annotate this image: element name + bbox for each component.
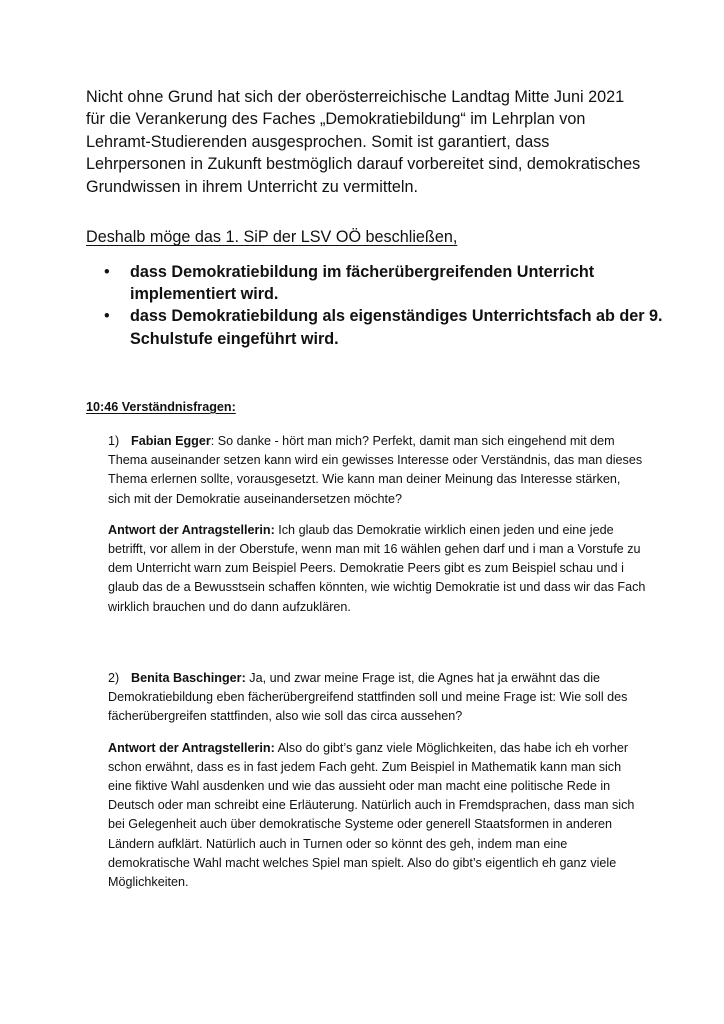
- demand-item: [104, 305, 664, 349]
- question-number: 1): [108, 434, 120, 448]
- speaker-name: Benita Baschinger:: [131, 671, 246, 685]
- bullet-icon: •: [104, 307, 110, 326]
- motion-heading: Deshalb möge das 1. SiP der LSV OÖ beschließen,: [86, 228, 458, 246]
- answer-paragraph: [108, 739, 646, 893]
- question-block-2: [108, 669, 646, 892]
- answer-text: Ich glaub das Demokratie wirklich einen jeden und eine jede betrifft, vor allem in der Oberstufe, wenn man mit 16 wählen gehen darf und i man a Vorstufe zu dem Unterricht warn zum Beispiel Peers. Demokratie Peers gibt es zum Beispiel schau und i glaub das de a Bewusstsein schaffen könnten, wie wichtig Demokratie ist und dass wir das Fach wirklich brauchen und do dann aufzuklären.: [108, 522, 646, 614]
- intro-paragraph: Nicht ohne Grund hat sich der oberösterreichische Landtag Mitte Juni 2021 für die Verankerung des Faches „Demokratiebildung“ im Lehrplan von Lehramt-Studierenden ausgesprochen. Somit ist garantiert, dass Lehrpersonen in Zukunft bestmöglich darauf vorbereitet sind, demokratisches Grundwissen in ihrem Unterricht zu vermitteln.: [86, 88, 641, 196]
- question-paragraph: [108, 669, 646, 727]
- speaker-name: Fabian Egger: [131, 434, 211, 448]
- answer-label: Antwort der Antragstellerin:: [108, 740, 275, 755]
- demand-text: dass Demokratiebildung als eigenständiges Unterrichtsfach ab der 9. Schulstufe eingeführt wird.: [130, 307, 663, 348]
- question-paragraph: [108, 432, 646, 509]
- demand-text: dass Demokratiebildung im fächerübergreifenden Unterricht implementiert wird.: [130, 263, 595, 304]
- question-text: Ja, und zwar meine Frage ist, die Agnes hat ja erwähnt das die Demokratiebildung eben fächerübergreifend stattfinden soll und meine Frage ist: Wie soll des fächerübergreifen stattfinden, also wie soll das circa aussehen?: [108, 671, 628, 724]
- question-block-1: [108, 432, 646, 617]
- answer-text: Also do gibt’s ganz viele Möglichkeiten, das habe ich eh vorher schon erwähnt, dass es in fast jedem Fach geht. Zum Beispiel in Mathematik kann man sich eine fiktive Wahl ausdenken und wie das aussieht oder man macht eine politische Rede in Deutsch oder man schreibt eine Erläuterung. Natürlich auch in Fremdsprachen, dass man sich bei Gelegenheit auch über demokratische Systeme oder generell Staatsformen in anderen Ländern aufklärt. Natürlich auch in Turnen oder so könnt des geh, indem man eine demokratische Wahl macht welches Spiel man spielt. Also do gibt’s eigentlich eh ganz viele Möglichkeiten.: [108, 740, 635, 890]
- answer-paragraph: [108, 521, 646, 617]
- answer-label: Antwort der Antragstellerin:: [108, 522, 275, 537]
- demand-item: [104, 261, 664, 305]
- demands-list: [104, 261, 664, 350]
- question-number: 2): [108, 671, 120, 685]
- question-text: : So danke - hört man mich? Perfekt, damit man sich eingehend mit dem Thema auseinander setzen kann wird ein gewisses Interesse oder Verständnis, das man dieses Thema erlernen sollte, vorausgesetzt. Wie kann man deiner Meinung das Interesse stärken, sich mit der Demokratie auseinandersetzen möchte?: [108, 434, 643, 506]
- section-title: 10:46 Verständnisfragen:: [86, 400, 236, 414]
- bullet-icon: •: [104, 263, 110, 281]
